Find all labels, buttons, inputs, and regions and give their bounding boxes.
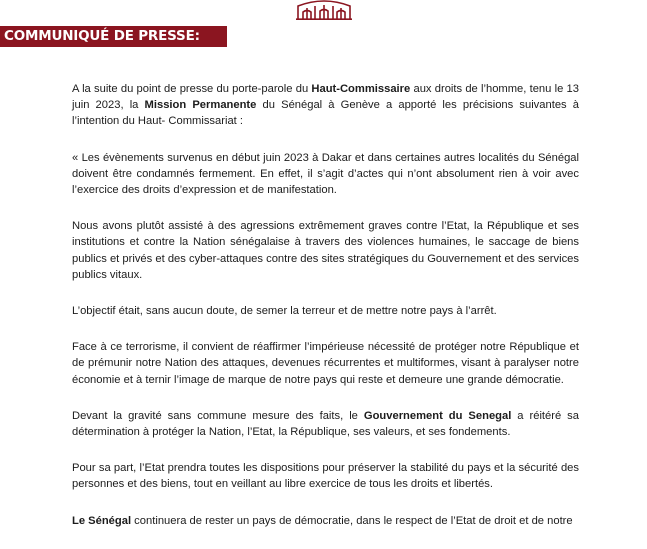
paragraph-3 bbox=[72, 218, 579, 283]
paragraph-5 bbox=[72, 339, 579, 388]
press-release-banner bbox=[0, 26, 227, 47]
paragraph-text: « Les évènements survenus en début juin 2023 à Dakar et dans certaines autres localités du Sénégal doivent être condamnés fermement. En effet, il s’agit d’actes qui n’ont absolument rien à voir avec l’exercice des droits d’expression et de manifestation. bbox=[72, 151, 579, 197]
paragraph-text: Face à ce terrorisme, il convient de réaffirmer l’impérieuse nécessité de protéger notre République et de prémunir notre Nation des attaques, devenues récurrentes et multiformes, visant à paralyser notre économie et à ternir l’image de marque de notre pays qui reste et demeure une grande démocratie. bbox=[72, 341, 579, 386]
paragraph-text: du Sénégal à Genève a apporté les précisions suivantes à l’intention du Haut- Commissariat : bbox=[72, 99, 579, 128]
paragraph-text: a réitéré sa détermination à protéger la Nation, l’Etat, la République, ses valeurs, et ses fondements. bbox=[72, 409, 579, 439]
paragraph-text: L’objectif était, sans aucun doute, de semer la terreur et de mettre notre pays à l’arrêt. bbox=[72, 305, 497, 318]
paragraph-text: A la suite du point de presse du porte-parole du bbox=[72, 83, 312, 95]
paragraph-text: Pour sa part, l’Etat prendra toutes les dispositions pour préserver la stabilité du pays et la sécurité des personnes et des biens, tout en veillant au libre exercice de tous les droits et libertés. bbox=[72, 462, 579, 491]
paragraph-7 bbox=[72, 460, 579, 492]
paragraph-text: continuera de rester un pays de démocratie, dans le respect de l’Etat de droit et de notre bbox=[131, 514, 573, 527]
government-building-emblem-icon bbox=[295, 0, 353, 20]
paragraph-text: Nous avons plutôt assisté à des agressions extrêmement graves contre l’Etat, la République et ses institutions et contre la Nation sénégalaise à travers des violences humaines, le saccage de biens publics et privés et des cyber-attaques contre des sites stratégiques du Gouvernement et des services publics vitaux. bbox=[72, 220, 579, 281]
paragraph-8 bbox=[72, 513, 579, 529]
bold-term: Le Sénégal bbox=[72, 514, 132, 527]
bold-term: Gouvernement du Senegal bbox=[363, 409, 512, 422]
paragraph-2 bbox=[72, 150, 579, 199]
press-release-body bbox=[72, 81, 579, 549]
paragraph-text: Devant la gravité sans commune mesure des faits, le bbox=[72, 409, 364, 422]
bold-term: Haut-Commissaire bbox=[311, 83, 411, 95]
paragraph-1 bbox=[72, 81, 579, 130]
bold-term: Mission Permanente bbox=[144, 99, 257, 112]
paragraph-text: aux droits de l’homme, tenu le 13 juin 2023, la bbox=[72, 83, 579, 112]
paragraph-4 bbox=[72, 303, 579, 319]
paragraph-6 bbox=[72, 408, 579, 440]
banner-title: COMMUNIQUÉ DE PRESSE: bbox=[4, 28, 200, 44]
